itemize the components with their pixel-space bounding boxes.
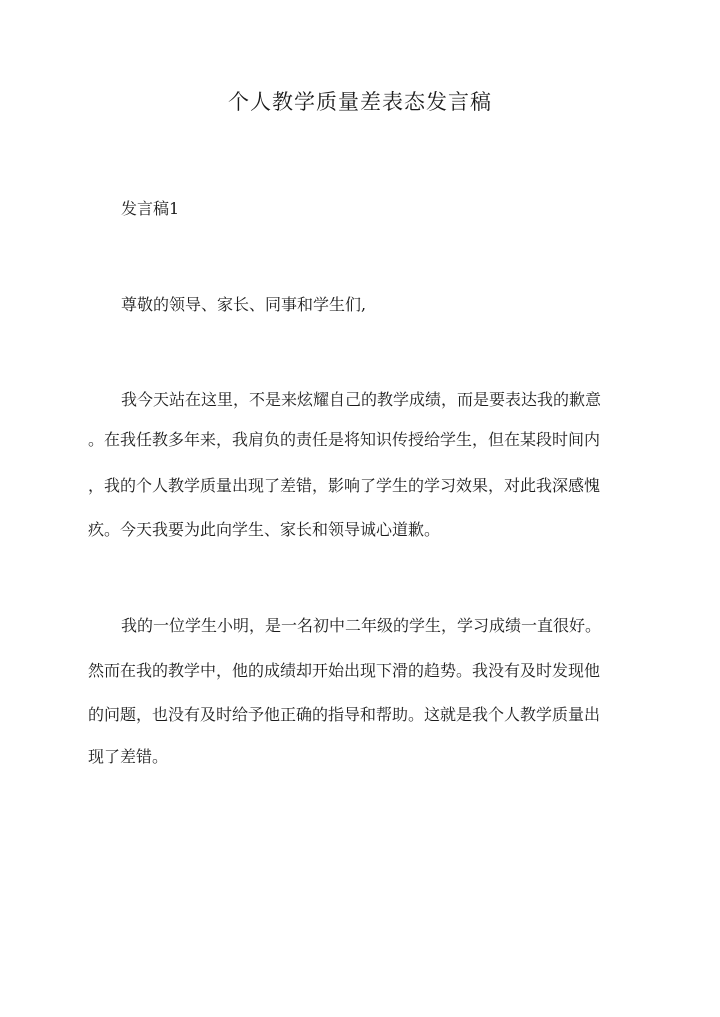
paragraph-line: 我的一位学生小明，是一名初中二年级的学生，学习成绩一直很好。 <box>121 616 602 635</box>
paragraph-line: ，我的个人教学质量出现了差错，影响了学生的学习效果，对此我深感愧 <box>88 476 601 495</box>
paragraph-line: 的问题，也没有及时给予他正确的指导和帮助。这就是我个人教学质量出 <box>88 705 601 724</box>
paragraph-line: 我今天站在这里，不是来炫耀自己的教学成绩，而是要表达我的歉意 <box>121 390 602 409</box>
paragraph-line: 现了差错。 <box>88 747 169 766</box>
paragraph-line: 然而在我的教学中，他的成绩却开始出现下滑的趋势。我没有及时发现他 <box>88 661 601 680</box>
section-heading: 发言稿1 <box>121 199 180 218</box>
document-title: 个人教学质量差表态发言稿 <box>228 90 492 114</box>
salutation: 尊敬的领导、家长、同事和学生们, <box>121 295 367 314</box>
paragraph-line: 疚。今天我要为此向学生、家长和领导诚心道歉。 <box>88 520 441 539</box>
paragraph-line: 。在我任教多年来，我肩负的责任是将知识传授给学生，但在某段时间内 <box>88 430 601 449</box>
